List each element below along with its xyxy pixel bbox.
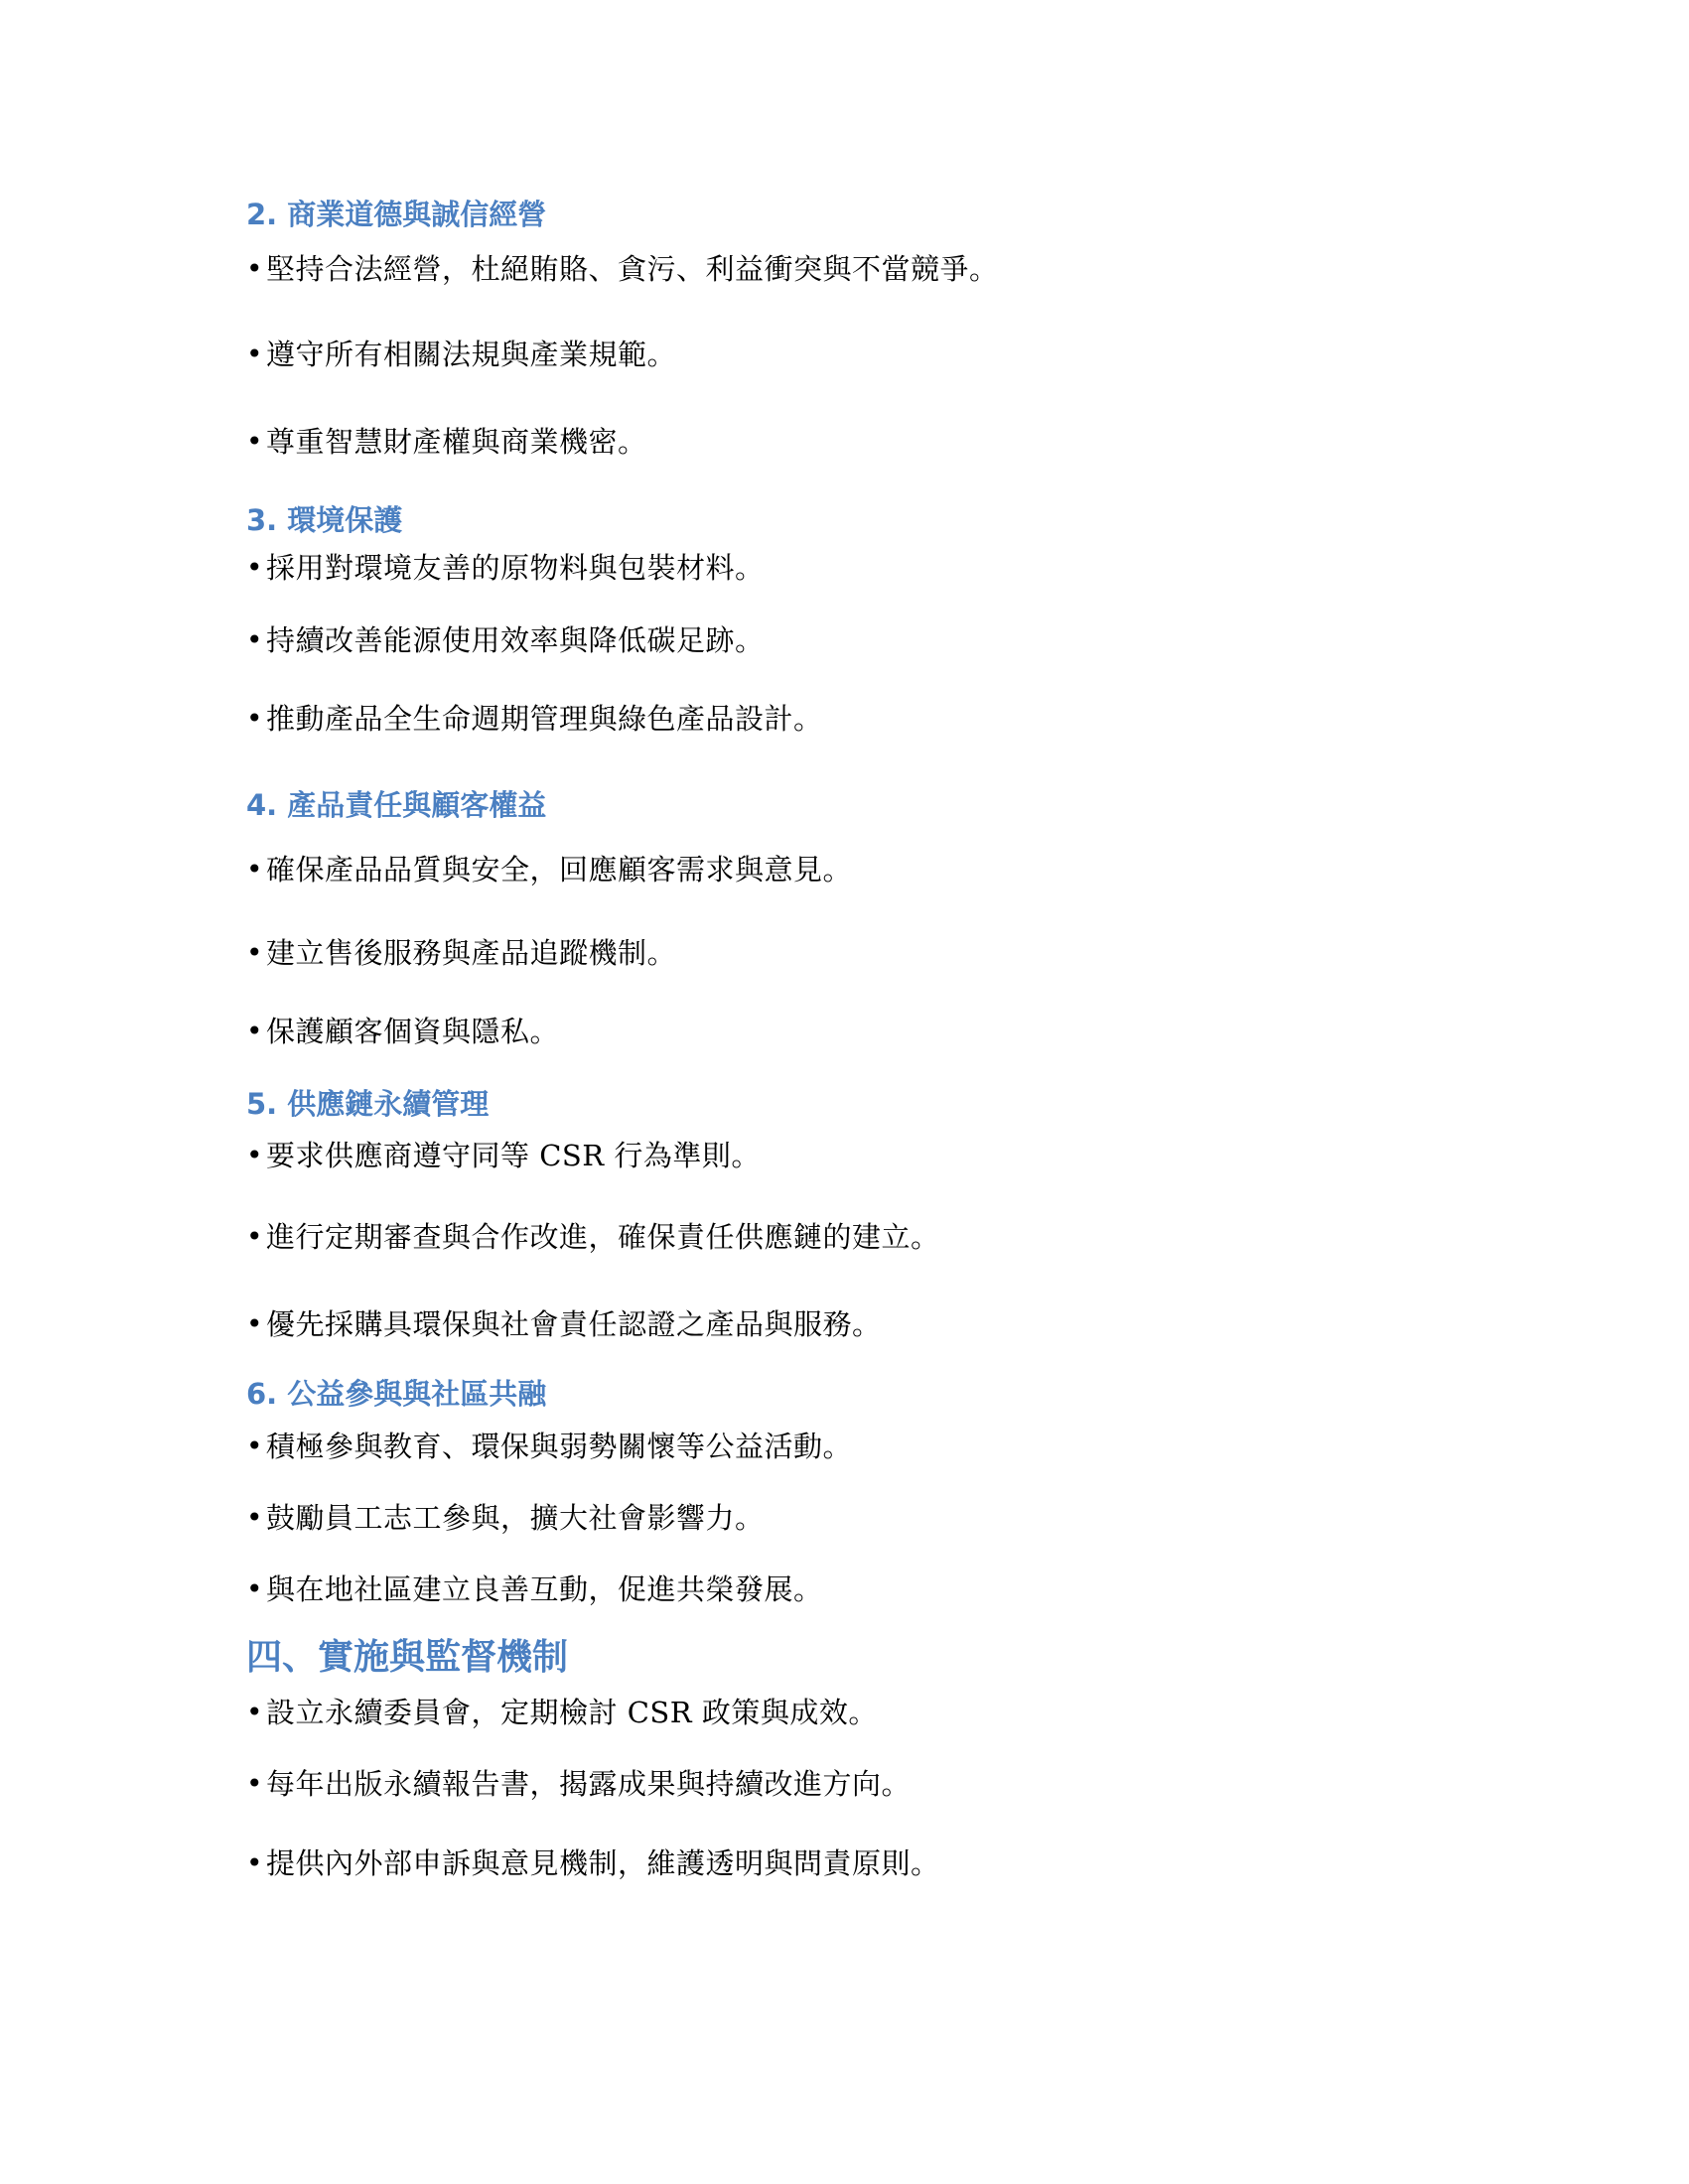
list-item: [246, 1012, 559, 1051]
bullet-icon: •: [246, 425, 263, 458]
list-item-text: 與在地社區建立良善互動，促進共榮發展。: [266, 1572, 823, 1606]
bullet-icon: •: [246, 1139, 263, 1171]
list-item: [246, 422, 647, 462]
list-item-text: 推動產品全生命週期管理與綠色產品設計。: [266, 702, 823, 736]
list-item: [246, 1498, 765, 1538]
list-item-text: 優先採購具環保與社會責任認證之產品與服務。: [266, 1307, 882, 1341]
list-item-text: 堅持合法經營，杜絕賄賂、貪污、利益衝突與不當競爭。: [266, 252, 999, 286]
bullet-icon: •: [246, 936, 263, 969]
list-item: [246, 1136, 761, 1175]
bullet-icon: •: [246, 1220, 263, 1253]
list-item: [246, 699, 823, 739]
list-item: [246, 1843, 940, 1883]
list-item-text: 鼓勵員工志工參與，擴大社會影響力。: [266, 1501, 765, 1535]
bullet-icon: •: [246, 1430, 263, 1462]
bullet-icon: •: [246, 1307, 263, 1340]
bullet-icon: •: [246, 1696, 263, 1728]
section-heading-environment: 3. 環境保護: [246, 503, 403, 537]
list-item-text: 設立永續委員會，定期檢討 CSR 政策與成效。: [266, 1696, 878, 1729]
bullet-icon: •: [246, 338, 263, 370]
list-item-text: 每年出版永續報告書，揭露成果與持續改進方向。: [266, 1767, 912, 1801]
bullet-icon: •: [246, 1846, 263, 1879]
list-item-text: 持續改善能源使用效率與降低碳足跡。: [266, 623, 765, 657]
bullet-icon: •: [246, 702, 263, 735]
bullet-icon: •: [246, 551, 263, 584]
list-item: [246, 933, 676, 973]
list-item-text: 積極參與教育、環保與弱勢關懷等公益活動。: [266, 1430, 853, 1463]
list-item-text: 要求供應商遵守同等 CSR 行為準則。: [266, 1139, 761, 1172]
list-item-text: 進行定期審查與合作改進，確保責任供應鏈的建立。: [266, 1220, 940, 1254]
list-item-text: 尊重智慧財產權與商業機密。: [266, 425, 647, 459]
bullet-icon: •: [246, 1767, 263, 1800]
section-heading-business-ethics: 2. 商業道德與誠信經營: [246, 198, 547, 231]
section-heading-product-responsibility: 4. 產品責任與顧客權益: [246, 788, 547, 822]
list-item-text: 遵守所有相關法規與產業規範。: [266, 338, 677, 371]
bullet-icon: •: [246, 1015, 263, 1047]
list-item-text: 提供內外部申訴與意見機制，維護透明與問責原則。: [266, 1846, 940, 1880]
list-item-text: 採用對環境友善的原物料與包裝材料。: [266, 551, 765, 585]
list-item-text: 確保產品品質與安全，回應顧客需求與意見。: [266, 853, 853, 887]
list-item: [246, 850, 852, 889]
list-item: [246, 249, 999, 289]
list-item: [246, 1427, 852, 1466]
section-heading-community: 6. 公益參與與社區共融: [246, 1377, 547, 1411]
list-item: [246, 1217, 940, 1257]
list-item: [246, 1570, 823, 1609]
list-item: [246, 335, 676, 374]
chapter-heading-implementation: 四、實施與監督機制: [246, 1637, 569, 1678]
list-item: [246, 620, 765, 660]
list-item-text: 建立售後服務與產品追蹤機制。: [266, 936, 677, 970]
bullet-icon: •: [246, 1501, 263, 1534]
list-item: [246, 1693, 878, 1732]
bullet-icon: •: [246, 623, 263, 656]
bullet-icon: •: [246, 853, 263, 886]
section-heading-supply-chain: 5. 供應鏈永續管理: [246, 1087, 490, 1121]
list-item: [246, 1764, 911, 1804]
list-item-text: 保護顧客個資與隱私。: [266, 1015, 560, 1048]
list-item: [246, 548, 765, 588]
bullet-icon: •: [246, 252, 263, 285]
bullet-icon: •: [246, 1572, 263, 1605]
list-item: [246, 1304, 882, 1344]
